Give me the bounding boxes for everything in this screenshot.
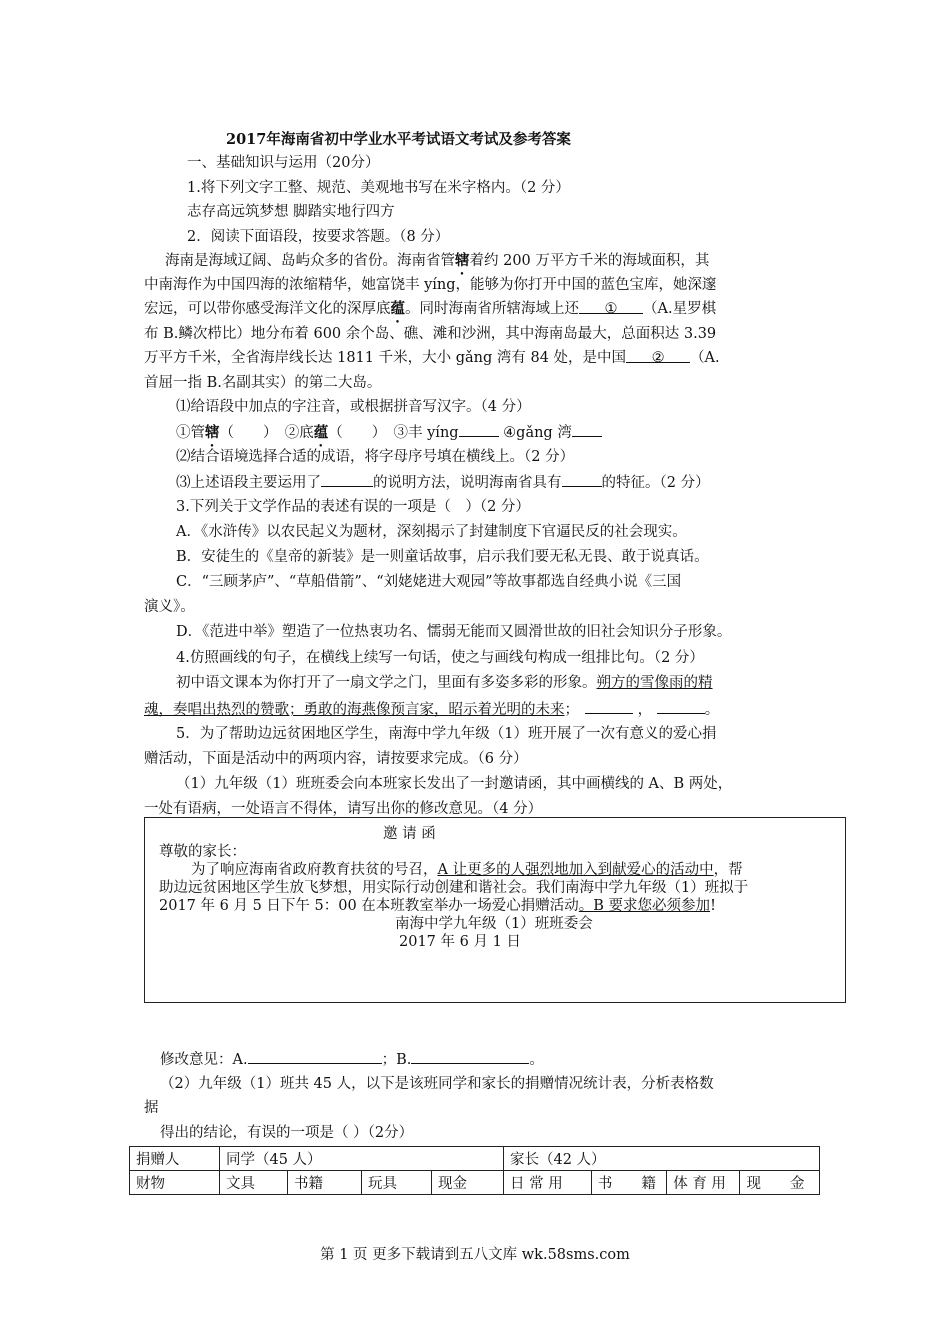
q2-paragraph-line (144, 346, 720, 370)
q4-line (176, 671, 713, 695)
answer-blank[interactable] (459, 420, 499, 437)
answer-blank[interactable] (572, 420, 602, 437)
section-heading: 一、基础知识与运用（20分） (187, 155, 380, 171)
table-cell: 文具 (220, 1171, 288, 1195)
table-row (130, 1147, 820, 1171)
q5-sub2: （2）九年级（1）班共 45 人，以下是该班同学和家长的捐赠情况统计表，分析表格数 (160, 1076, 714, 1092)
revise-blank-b[interactable] (411, 1047, 529, 1064)
q1-prompt: 1.将下列文字工整、规范、美观地书写在米字格内。（2 分） (187, 180, 570, 196)
text-span: 初中语文课本为你打开了一扇文学之门，里面有多姿多彩的形象。 (176, 675, 597, 691)
dotted-char: 辖 (205, 424, 220, 441)
q5-prompt: 5．为了帮助边远贫困地区学生，南海中学九年级（1）班开展了一次有意义的爱心捐 (176, 726, 717, 742)
dotted-char: 蕴 (313, 424, 329, 441)
revise-line (160, 1047, 544, 1072)
text-span: ， (637, 702, 653, 718)
table-cell: 捐赠人 (130, 1147, 220, 1171)
text-span: 。 (529, 1052, 544, 1068)
table-cell: 现 金 (740, 1171, 820, 1195)
blank-label: ① (604, 301, 618, 317)
text-span: ，帮 (713, 862, 743, 878)
text-span: ④gǎng 湾 (503, 425, 572, 441)
letter-signature: 南海中学九年级（1）班班委会 (395, 916, 593, 932)
text-span: ⑶上述语段主要运用了 (176, 475, 321, 491)
text-span: 。 (704, 702, 720, 718)
q4-prompt: 4.仿照画线的句子，在横线上续写一句话，使之与画线句构成一组排比句。（2 分） (176, 650, 704, 666)
q2-sub2: ⑵结合语境选择合适的成语，将字母序号填在横线上。（2 分） (176, 449, 575, 465)
text-span: 2017 年 6 月 5 日下午 5：00 在本班教室举办一场爱心捐赠活动 (159, 898, 579, 914)
text-span: 修改意见：A. (160, 1052, 248, 1068)
q2-sub3 (176, 470, 710, 495)
answer-blank[interactable] (321, 470, 373, 487)
underlined-text-a: A 让更多的人强烈地加入到献爱心的活动中 (437, 862, 714, 878)
text-span: 为了响应海南省政府教育扶贫的号召， (191, 862, 438, 878)
revise-blank-a[interactable] (248, 1047, 382, 1064)
table-cell: 书籍 (288, 1171, 362, 1195)
text-span: ；B. (381, 1052, 412, 1068)
underlined-text: 魂，奏唱出热烈的赞歌；勇敢的海燕像预言家，昭示着光明的未来 (144, 702, 565, 718)
blank-2[interactable] (626, 346, 690, 366)
table-cell: 现金 (432, 1171, 504, 1195)
underlined-text-b: 。B 要求您必须参加 (578, 898, 711, 914)
q3-option-a: A．《水浒传》以农民起义为题材，深刻揭示了封建制度下官逼民反的社会现实。 (176, 524, 687, 540)
table-cell: 书 籍 (591, 1171, 666, 1195)
letter-heading: 邀 请 函 (383, 826, 436, 842)
q4-line (144, 697, 719, 722)
text-span: ①管 (176, 425, 205, 441)
text-span: 。同时海南省所辖海域上还 (405, 301, 579, 317)
text-span: （ ） ③丰 yíng (328, 425, 459, 441)
text-span: 海南是海域辽阔、岛屿众多的省份。海南省管 (165, 253, 455, 269)
document-title: 2017年海南省初中学业水平考试语文考试及参考答案 (226, 131, 571, 148)
letter-salutation: 尊敬的家长： (159, 844, 246, 860)
text-span: ； (564, 702, 579, 718)
letter-body-line (159, 896, 716, 916)
q3-option-d: D．《范进中举》塑造了一位热衷功名、懦弱无能而又圆滑世故的旧社会知识分子形象。 (176, 624, 732, 640)
donation-stats-table (129, 1146, 820, 1195)
answer-blank[interactable] (585, 697, 633, 714)
q5-prompt-cont: 赠活动，下面是活动中的两项内容，请按要求完成。（6 分） (144, 751, 528, 767)
q3-option-c-cont: 演义》。 (144, 599, 195, 615)
dotted-char: 蕴 (390, 300, 405, 317)
letter-body-line (191, 860, 743, 880)
q2-sub1: ⑴给语段中加点的字注音，或根据拼音写汉字。（4 分） (176, 399, 531, 415)
table-cell: 玩具 (362, 1171, 432, 1195)
table-cell: 体 育 用 (667, 1171, 740, 1195)
q2-paragraph-line: 中南海作为中国四海的浓缩精华，她富饶丰 yíng，能够为你打开中国的蓝色宝库，她深邃 (144, 277, 717, 293)
q3-option-b: B．安徒生的《皇帝的新装》是一则童话故事，启示我们要无私无畏、敢于说真话。 (176, 549, 709, 565)
text-span: 的特征。（2 分） (601, 475, 710, 491)
q2-paragraph-line: 布 B.鳞次栉比）地分布着 600 余个岛、礁、滩和沙洲，其中海南岛最大，总面积达 3.39 (144, 326, 717, 342)
q5-sub1: （1）九年级（1）班班委会向本班家长发出了一封邀请函，其中画横线的 A、B 两处， (176, 776, 733, 792)
text-span: ! (710, 898, 716, 914)
q5-sub2-cont: 据 (144, 1100, 159, 1116)
q3-option-c: C．“三顾茅庐”、“草船借箭”、“刘姥姥进大观园”等故事都选自经典小说《三国 (176, 574, 682, 590)
q3-prompt: 3.下列关于文学作品的表述有误的一项是（ ）（2 分） (176, 499, 530, 515)
answer-blank[interactable] (657, 697, 705, 714)
q1-text: 志存高远筑梦想 脚踏实地行四方 (187, 204, 395, 220)
invitation-letter-box (144, 817, 846, 1003)
blank-1[interactable] (579, 297, 643, 317)
blank-label: ② (651, 350, 665, 366)
page-footer: 第 1 页 更多下载请到五八文库 wk.58sms.com (320, 1247, 630, 1263)
table-cell: 日 常 用 (504, 1171, 592, 1195)
table-row (130, 1171, 820, 1195)
table-cell: 家长（42 人） (504, 1147, 820, 1171)
dotted-char: 辖 (455, 252, 470, 269)
text-span: （ ） ②底 (219, 425, 314, 441)
underlined-text: 朔方的雪像雨的精 (596, 675, 713, 691)
table-cell: 同学（45 人） (220, 1147, 504, 1171)
text-span: 宏远，可以带你感受海洋文化的深厚底 (144, 301, 391, 317)
table-cell: 财物 (130, 1171, 220, 1195)
text-span: （A. (690, 350, 720, 366)
letter-body-line: 助边远贫困地区学生放飞梦想，用实际行动创建和谐社会。我们南海中学九年级（1）班拟于 (159, 880, 749, 896)
q2-prompt: 2．阅读下面语段，按要求答题。（8 分） (187, 229, 450, 245)
answer-blank[interactable] (562, 470, 602, 487)
q2-paragraph-line: 首屈一指 B.名副其实）的第二大岛。 (144, 375, 382, 391)
q5-sub1-cont: 一处有语病，一处语言不得体，请写出你的修改意见。（4 分） (144, 801, 543, 817)
q5-sub2-question: 得出的结论，有误的一项是（ ）（2分） (160, 1125, 414, 1141)
text-span: 的说明方法，说明海南省具有 (373, 475, 562, 491)
letter-date: 2017 年 6 月 1 日 (399, 934, 521, 950)
text-span: 万平方千米，全省海岸线长达 1811 千米，大小 gǎng 湾有 84 处，是中国 (144, 350, 627, 366)
text-span: （A.星罗棋 (643, 301, 717, 317)
text-span: 着约 200 万平方千米的海域面积，其 (469, 253, 710, 269)
